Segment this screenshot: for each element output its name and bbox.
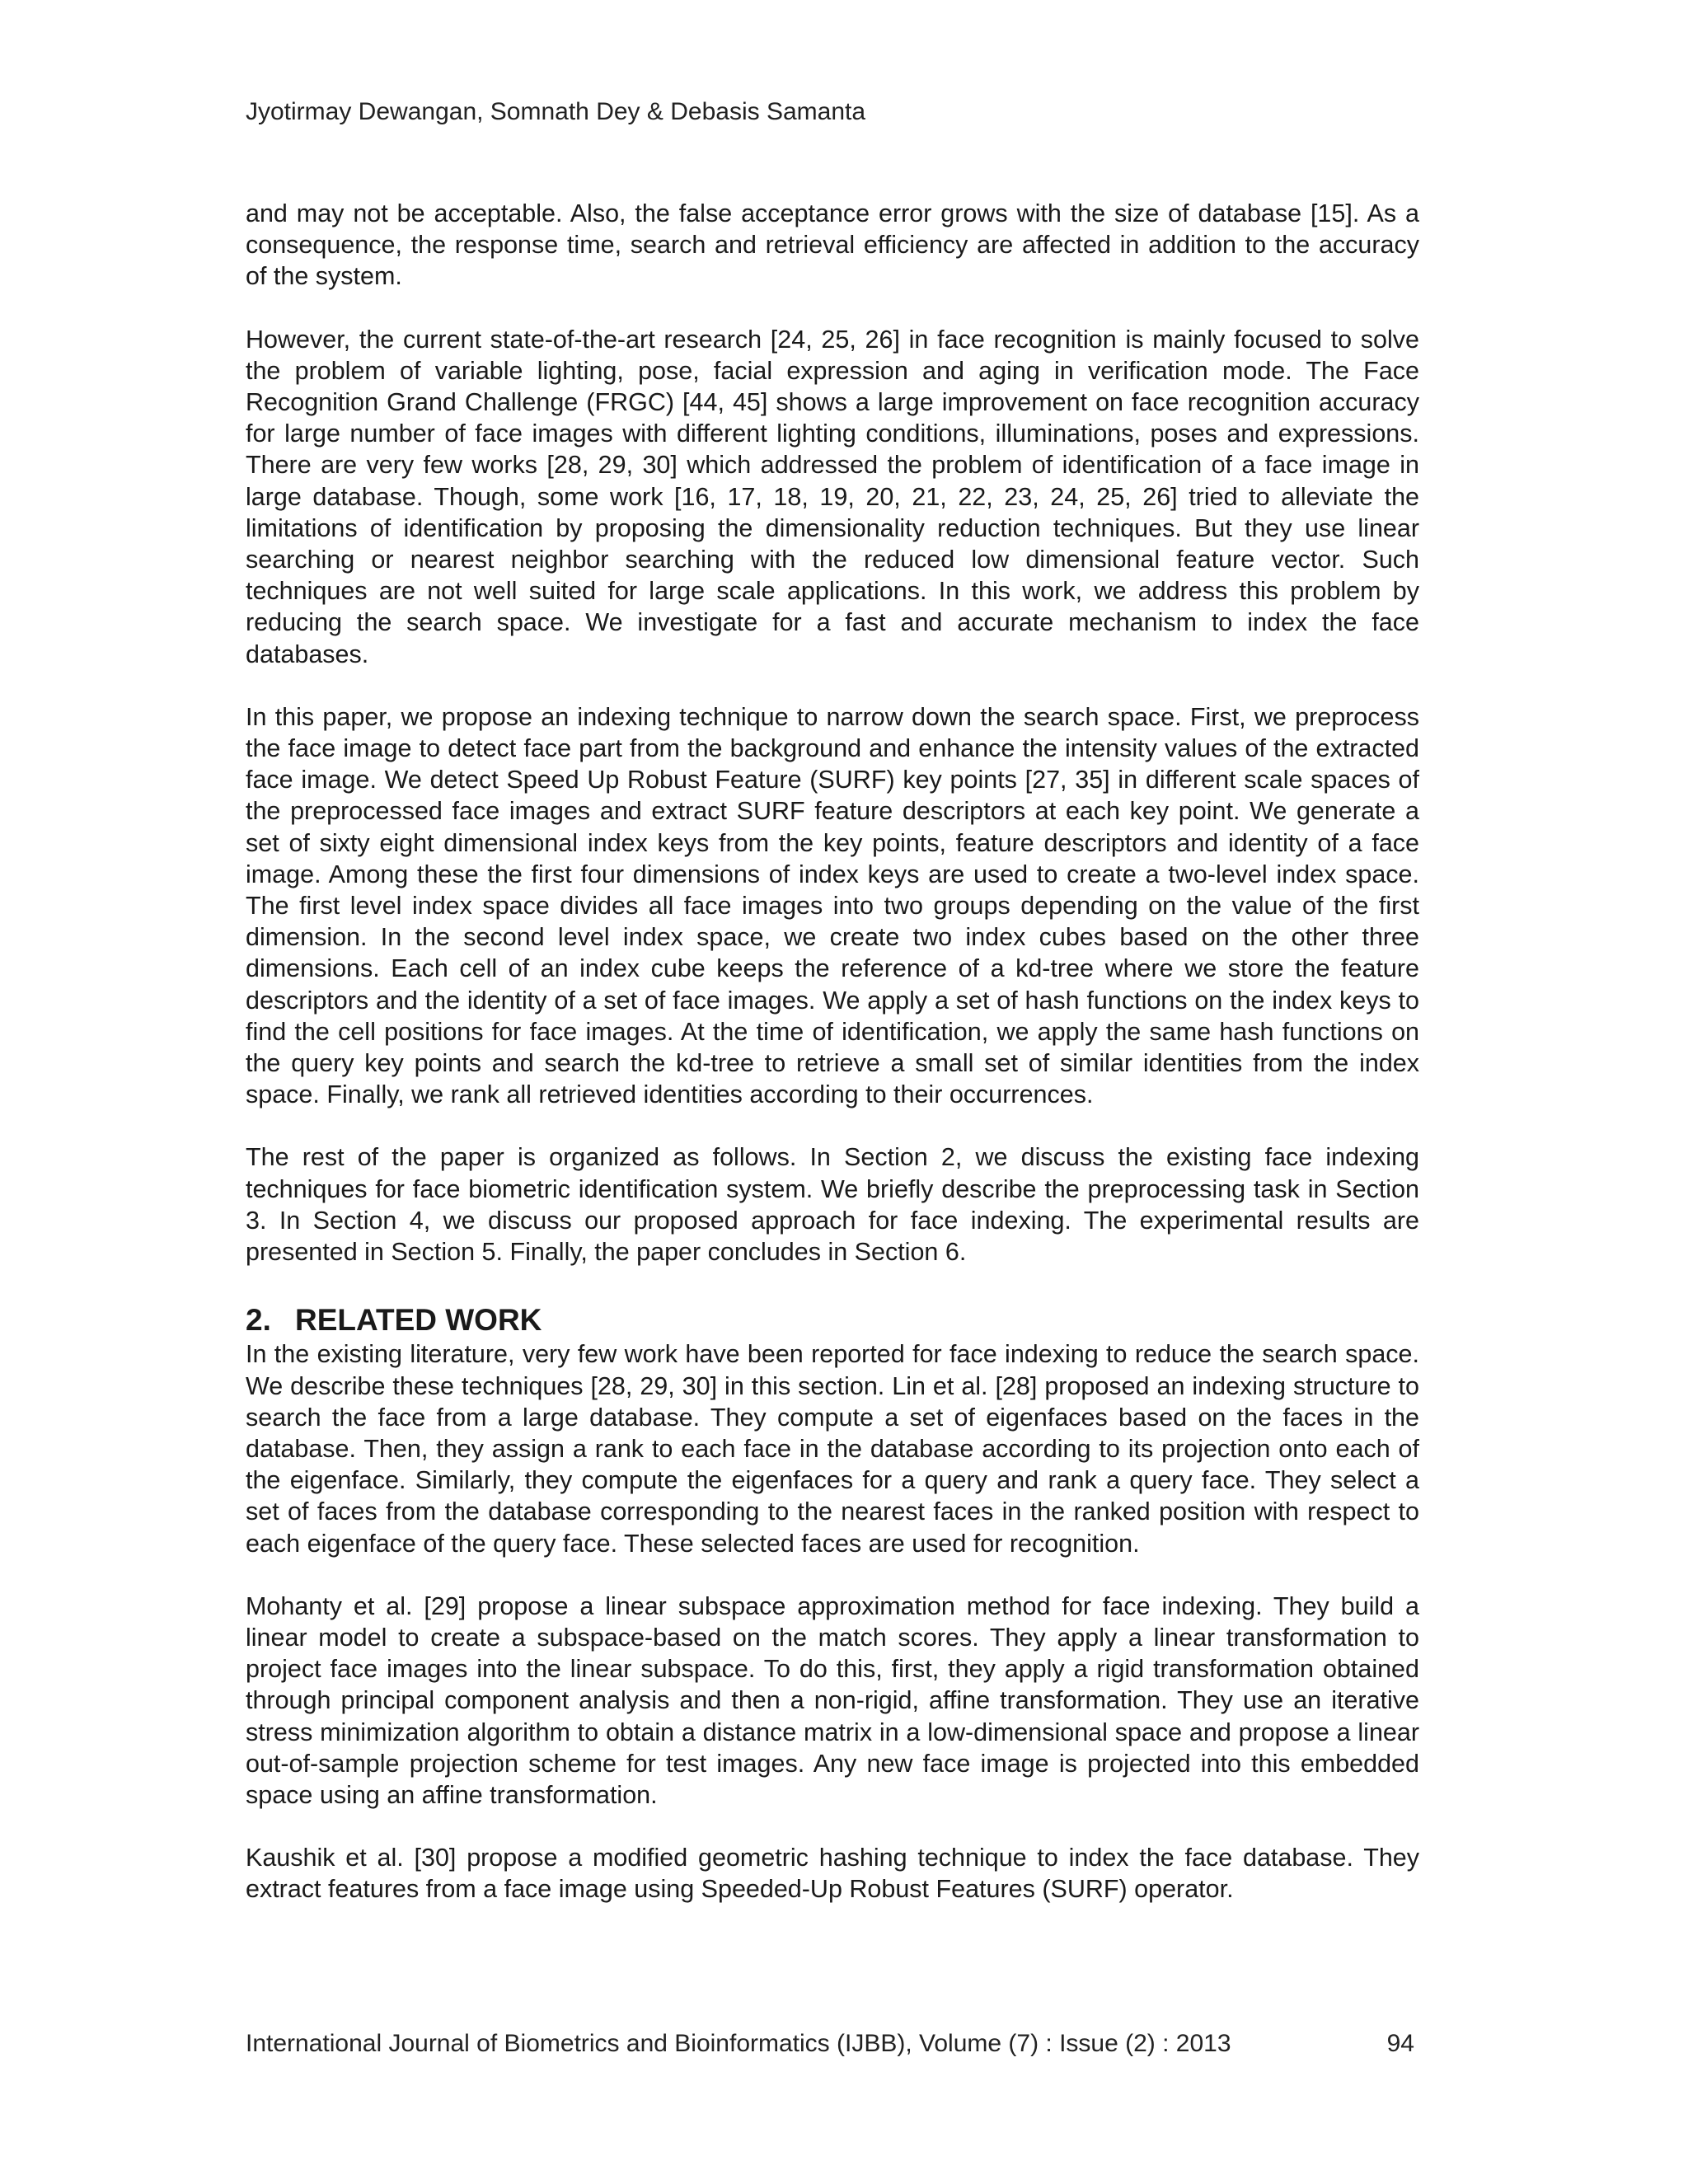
paragraph: In this paper, we propose an indexing technique to narrow down the search space. First, we preprocess the face image to detect face part from the background and enhance the intensity values of the extracted face image. We detect Speed Up Robust Feature (SURF) key points [27, 35] in different scale spaces of the preprocessed face images and extract SURF feature descriptors at each key point. We generate a set of sixty eight dimensional index keys from the key points, feature descriptors and identity of a face image. Among these the first four dimensions of index keys are used to create a two-level index space. The first level index space divides all face images into two groups depending on the value of the first dimension. In the second level index space, we create two index cubes based on the other three dimensions. Each cell of an index cube keeps the reference of a kd-tree where we store the feature descriptors and the identity of a set of face images. We apply a set of hash functions on the index keys to find the cell positions for face images. At the time of identification, we apply the same hash functions on the query key points and search the kd-tree to retrieve a small set of similar identities from the index space. Finally, we rank all retrieved identities according to their occurrences. [246, 702, 1419, 1109]
paragraph: However, the current state-of-the-art research [24, 25, 26] in face recognition is mainly focused to solve the problem of variable lighting, pose, facial expression and aging in verification mode. The Face Recognition Grand Challenge (FRGC) [44, 45] shows a large improvement on face recognition accuracy for large number of face images with different lighting conditions, illuminations, poses and expressions. There are very few works [28, 29, 30] which addressed the problem of identification of a face image in large database. Though, some work [16, 17, 18, 19, 20, 21, 22, 23, 24, 25, 26] tried to alleviate the limitations of identification by proposing the dimensionality reduction techniques. But they use linear searching or nearest neighbor searching with the reduced low dimensional feature vector. Such techniques are not well suited for large scale applications. In this work, we address this problem by reducing the search space. We investigate for a fast and accurate mechanism to index the face databases. [246, 325, 1419, 668]
body-content [246, 198, 1419, 1937]
section-heading [246, 1301, 1419, 1338]
running-head: Jyotirmay Dewangan, Somnath Dey & Debasis Samanta [246, 98, 866, 125]
paragraph: Mohanty et al. [29] propose a linear subspace approximation method for face indexing. They build a linear model to create a subspace-based on the match scores. They apply a linear transformation to project face images into the linear subspace. To do this, first, they apply a rigid transformation obtained through principal component analysis and then a non-rigid, affine transformation. They use an iterative stress minimization algorithm to obtain a distance matrix in a low-dimensional space and propose a linear out-of-sample projection scheme for test images. Any new face image is projected into this embedded space using an affine transformation. [246, 1591, 1419, 1809]
page-number: 94 [1386, 2030, 1414, 2057]
section-title: RELATED WORK [295, 1303, 542, 1338]
footer-journal: International Journal of Biometrics and Bioinformatics (IJBB), Volume (7) : Issue (2) : 2013 [246, 2030, 1231, 2057]
paragraph: Kaushik et al. [30] propose a modified geometric hashing technique to index the face database. They extract features from a face image using Speeded-Up Robust Features (SURF) operator. [246, 1844, 1419, 1904]
section-number: 2. [246, 1303, 271, 1338]
paragraph: In the existing literature, very few work have been reported for face indexing to reduce the search space. We describe these techniques [28, 29, 30] in this section. Lin et al. [28] proposed an indexing structure to search the face from a large database. They compute a set of eigenfaces based on the faces in the database. Then, they assign a rank to each face in the database according to its projection onto each of the eigenface. Similarly, they compute the eigenfaces for a query and rank a query face. They select a set of faces from the database corresponding to the nearest faces in the ranked position with respect to each eigenface of the query face. These selected faces are used for recognition. [246, 1340, 1419, 1558]
paragraph: The rest of the paper is organized as follows. In Section 2, we discuss the existing face indexing techniques for face biometric identification system. We briefly describe the preprocessing task in Section 3. In Section 4, we discuss our proposed approach for face indexing. The experimental results are presented in Section 5. Finally, the paper concludes in Section 6. [246, 1143, 1419, 1267]
paragraph: and may not be acceptable. Also, the false acceptance error grows with the size of database [15]. As a consequence, the response time, search and retrieval efficiency are affected in addition to the accuracy of the system. [246, 199, 1419, 291]
